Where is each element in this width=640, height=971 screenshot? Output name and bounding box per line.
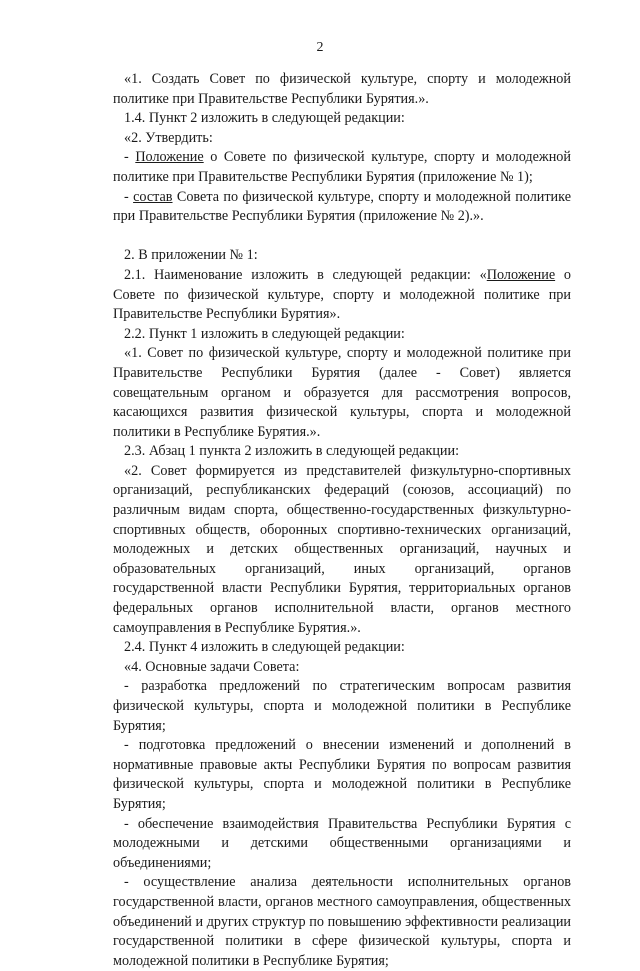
paragraph-prefix: -	[124, 188, 134, 205]
paragraph: «4. Основные задачи Совета:	[124, 658, 300, 675]
link-sostav[interactable]: состав	[133, 188, 173, 205]
paragraph: - подготовка предложений о внесении изменений и дополнений в нормативные правовые акты Республики Бурятия по вопросам развития физической культуры, спорта и молодежной политики в Республике Бурятия;	[113, 737, 571, 812]
paragraph: 2.2. Пункт 1 изложить в следующей редакции:	[124, 325, 405, 342]
paragraph: «1. Совет по физической культуре, спорту и молодежной политике при Правительстве Республики Бурятия (далее - Совет) является совещательным органом и образуется для рассмотрения вопросов, касающихся развития физической культуры, спорта и молодежной политики в Республике Бурятия.».	[113, 345, 571, 440]
paragraph: - осуществление анализа деятельности исполнительных органов государственной власти, органов местного самоуправления, общественных объединений и других структур по повышению эффективности реализации государственной политики в сфере физической культуры, спорта и молодежной политики в Республике Бурятия;	[113, 874, 571, 969]
paragraph: 1.4. Пункт 2 изложить в следующей редакции:	[124, 110, 405, 127]
paragraph: 2.4. Пункт 4 изложить в следующей редакции:	[124, 639, 405, 656]
paragraph-prefix: -	[124, 149, 136, 166]
paragraph-text: о Совете по физической культуре, спорту и молодежной политике при Правительстве Республики Бурятия (приложение № 1);	[113, 149, 571, 185]
paragraph: «1. Создать Совет по физической культуре, спорту и молодежной политике при Правительстве Республики Бурятия.».	[113, 71, 571, 107]
paragraph	[113, 148, 571, 187]
paragraph-text: Совета по физической культуре, спорту и молодежной политике при Правительстве Республики Бурятия (приложение № 2).».	[113, 188, 571, 225]
paragraph: «2. Совет формируется из представителей физкультурно-спортивных организаций, республиканских федераций (союзов, ассоциаций) по различным видам спорта, общественно-государственных физкультурно-спортивных обществ, оборонных спортивно-технических организаций, молодежных и детских общественных организаций, научных и образовательных организаций, иных организаций, органов государственной власти Республики Бурятия, территориальных органов федеральных органов исполнительной власти, органов местного самоуправления в Республике Бурятия.».	[113, 462, 571, 636]
paragraph: «2. Утвердить:	[124, 129, 213, 146]
paragraph: 2. В приложении № 1:	[124, 247, 258, 264]
link-polozhenie[interactable]: Положение	[135, 149, 204, 166]
document-body	[113, 70, 571, 971]
paragraph: - обеспечение взаимодействия Правительства Республики Бурятия с молодежными и детскими общественными организациями и объединениями;	[113, 815, 571, 871]
paragraph: - разработка предложений по стратегическим вопросам развития физической культуры, спорта и молодежной политики в Республике Бурятия;	[113, 678, 571, 734]
page-number: 2	[316, 40, 324, 55]
paragraph: 2.3. Абзац 1 пункта 2 изложить в следующей редакции:	[124, 443, 460, 460]
paragraph	[113, 266, 571, 325]
link-polozhenie[interactable]: Положение	[486, 266, 556, 283]
paragraph-text: о Совете по физической культуре, спорту и молодежной политике при Правительстве Республики Бурятия».	[113, 266, 571, 323]
paragraph-prefix: 2.1. Наименование изложить в следующей редакции: «	[124, 266, 487, 283]
paragraph	[113, 188, 571, 227]
